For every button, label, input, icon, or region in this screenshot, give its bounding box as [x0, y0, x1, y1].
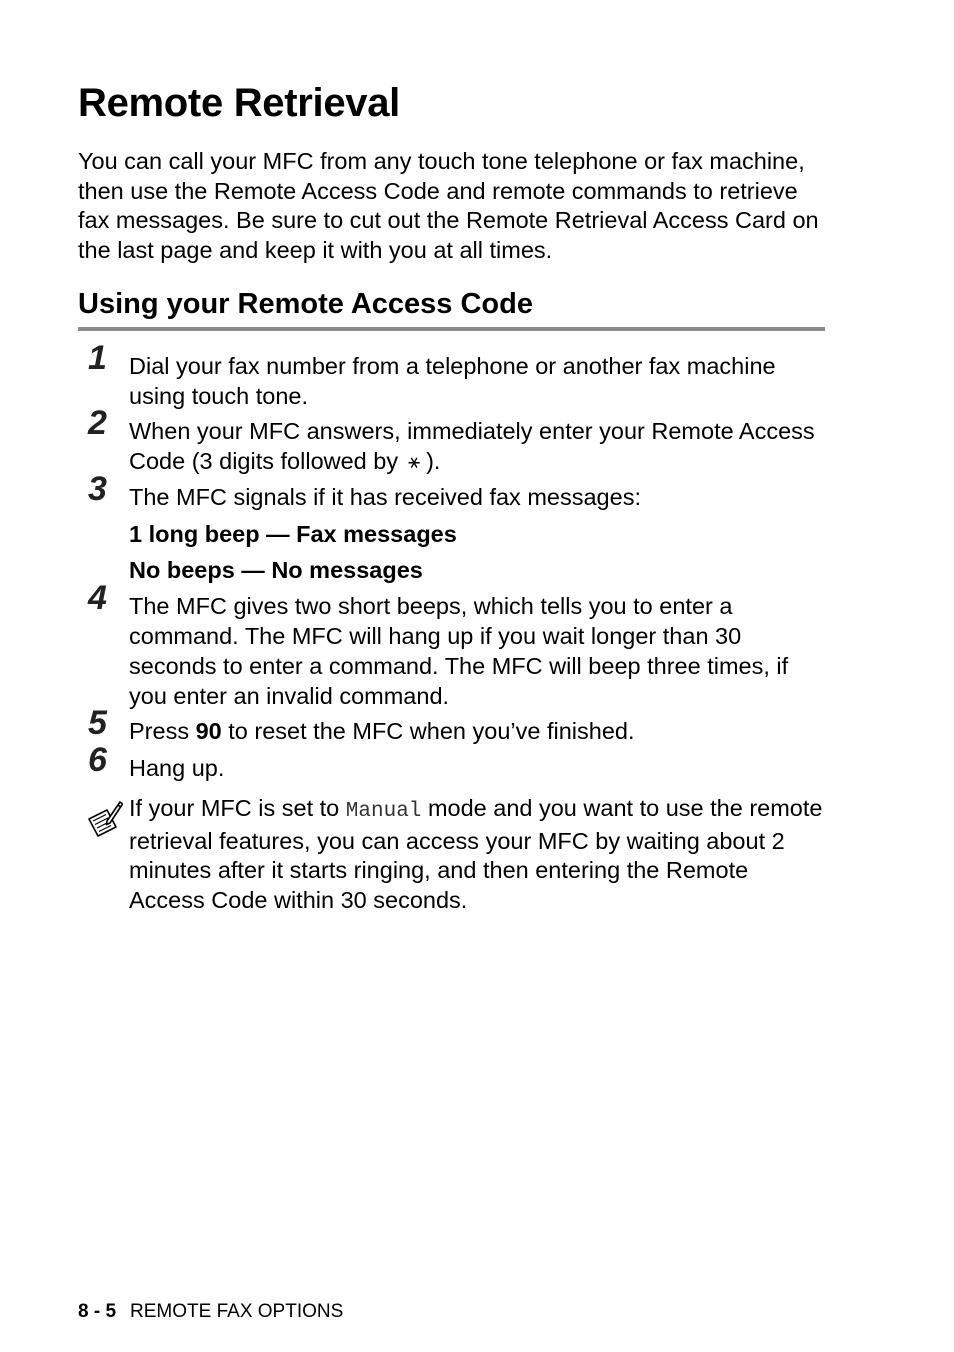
section-heading: Using your Remote Access Code: [78, 288, 533, 320]
step-6: [78, 741, 828, 783]
step-number: 5: [88, 704, 107, 742]
step-number: 3: [88, 470, 107, 508]
page-title: Remote Retrieval: [78, 81, 400, 125]
step-text: Hang up.: [129, 755, 225, 781]
section-rule: [78, 327, 825, 331]
step-number: 2: [88, 404, 107, 442]
step-text: When your MFC answers, immediately enter your Remote Access Code (3 digits followed by ⚹ ).: [129, 416, 828, 477]
step-number: 4: [88, 579, 107, 617]
page-footer: [78, 1300, 343, 1324]
step-text: Dial your fax number from a telephone or another fax machine using touch tone.: [129, 353, 776, 409]
step-4: [78, 579, 828, 711]
beep-signal-2: No beeps — No messages: [129, 557, 423, 583]
note-text: If your MFC is set to Manual mode and you want to use the remote retrieval features, you can access your MFC by waiting about 2 minutes after it starts ringing, and then entering the Remote Access Code within 30 seconds.: [129, 795, 823, 913]
beep-signal-1: 1 long beep — Fax messages: [129, 521, 457, 547]
note-pencil-icon: [87, 799, 123, 839]
step-1: [78, 339, 828, 411]
step-3: [78, 470, 828, 583]
step-text: The MFC gives two short beeps, which tells you to enter a command. The MFC will hang up if you wait longer than 30 seconds to enter a command. The MFC will beep three times, if you enter an invalid command.: [129, 593, 789, 709]
step-number: 6: [88, 741, 107, 779]
manual-mode-label: Manual: [345, 800, 422, 823]
step-text: Press 90 to reset the MFC when you’ve finished.: [129, 718, 635, 744]
step-text: The MFC signals if it has received fax messages:: [129, 484, 641, 510]
step-5: [78, 704, 828, 746]
key-code: 90: [195, 718, 222, 744]
footer-section: REMOTE FAX OPTIONS: [130, 1301, 344, 1322]
star-key-icon: ⚹: [408, 451, 421, 473]
intro-paragraph: You can call your MFC from any touch tone telephone or fax machine, then use the Remote Access Code and remote commands to retrieve fax messages. Be sure to cut out the Remote Retrieval Access Card on the last page and keep it with you at all times.: [78, 148, 819, 263]
step-2: [78, 404, 828, 477]
page-number: 8 - 5: [78, 1301, 117, 1322]
step-number: 1: [88, 339, 107, 377]
